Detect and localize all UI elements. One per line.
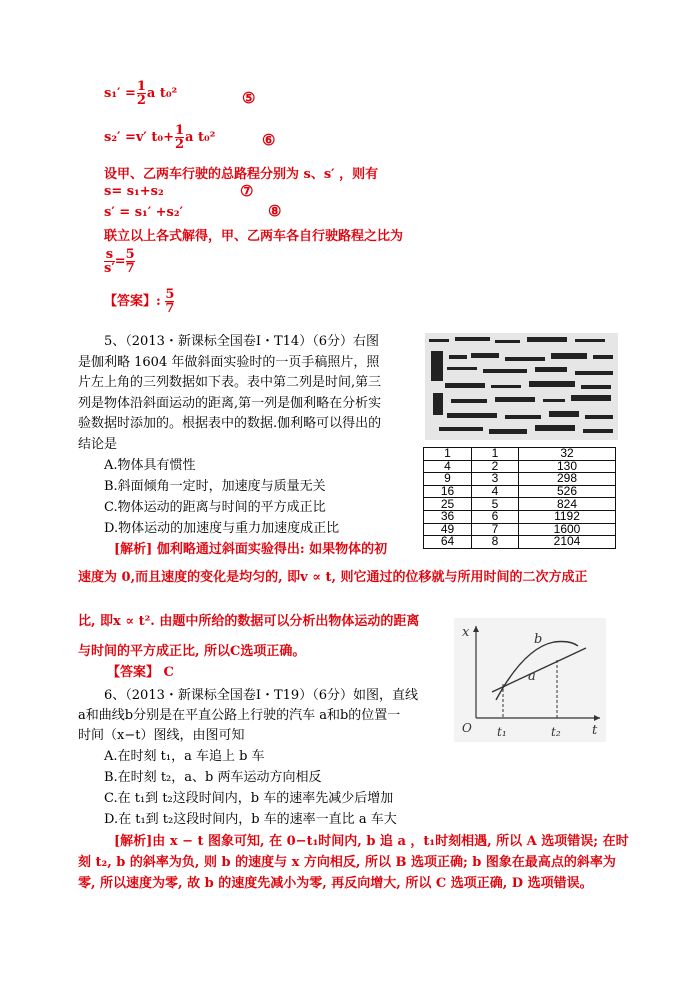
eq6-rhs: a t₀² [185, 130, 216, 145]
q5-line-4: 列是物体沿斜面运动的距离,第一列是伽利略在分析实 [78, 396, 382, 411]
answer-1-num: 5 [165, 287, 175, 302]
q5-option-d: D.物体运动的加速度与重力加速度成正比 [104, 521, 340, 536]
eq6-frac-num: 1 [174, 123, 185, 138]
table-cell: 3 [472, 473, 519, 486]
graph-label-a: a [528, 669, 536, 684]
answer-1 [104, 288, 174, 315]
equation-7: s= s₁+s₂ [104, 184, 164, 199]
table-cell: 6 [472, 510, 519, 523]
equation-7-mark: ⑦ [240, 182, 254, 200]
table-cell: 2 [472, 460, 519, 473]
eq6-lhs: s₂′ =v′ t₀+ [104, 130, 174, 145]
q6-line-1: 6、（2013・新课标全国卷Ⅰ・T19）（6分）如图，直线 [104, 688, 418, 703]
x-axis-arrow [473, 626, 479, 632]
ratio-eq: = [114, 254, 126, 269]
graph-label-b: b [534, 632, 543, 647]
graph-x-label: x [462, 625, 470, 640]
table-cell: 64 [424, 536, 472, 549]
equation-5 [104, 80, 177, 107]
q6-option-b: B.在时刻 t₂，a、b 两车运动方向相反 [104, 770, 322, 785]
q5-answer: 【答案】 C [107, 665, 174, 680]
q5-line-2: 是伽利略 1604 年做斜面实验时的一页手稿照片，照 [78, 355, 380, 370]
table-cell: 32 [519, 448, 616, 461]
graph-t1: t₁ [497, 725, 507, 739]
table-cell: 298 [519, 473, 616, 486]
table-row [424, 460, 616, 473]
table-cell: 526 [519, 485, 616, 498]
galileo-data-table [423, 447, 616, 549]
table-cell: 1 [424, 448, 472, 461]
table-cell: 1192 [519, 510, 616, 523]
q5-analysis-1: [解析] 伽利略通过斜面实验得出: 如果物体的初 [114, 542, 388, 557]
table-row [424, 485, 616, 498]
q6-analysis-3: 零, 所以速度为零, 故 b 的速度先减小为零, 再反向增大, 所以 C 选项正确, D 选项错误。 [78, 876, 593, 891]
equation-8-mark: ⑧ [268, 202, 282, 220]
table-cell: 4 [472, 485, 519, 498]
ratio-equation [104, 248, 135, 275]
table-row [424, 448, 616, 461]
line-combine: 联立以上各式解得，甲、乙两车各自行驶路程之比为 [104, 229, 404, 244]
line-let: 设甲、乙两车行驶的总路程分别为 s、s′ ，则有 [104, 167, 379, 182]
table-cell: 130 [519, 460, 616, 473]
q5-line-6: 结论是 [78, 437, 118, 452]
graph-t2: t₂ [551, 725, 561, 739]
graph-origin: O [462, 721, 472, 735]
table-cell: 1600 [519, 523, 616, 536]
ratio-den-left: s′ [104, 261, 115, 276]
table-cell: 4 [424, 460, 472, 473]
equation-6-mark: ⑥ [262, 131, 276, 149]
equation-6 [104, 124, 215, 151]
table-cell: 8 [472, 536, 519, 549]
ratio-num-right: 5 [125, 247, 135, 262]
eq5-frac-den: 2 [136, 93, 146, 108]
table-cell: 16 [424, 485, 472, 498]
manuscript-photo [425, 333, 618, 440]
q6-option-d: D.在 t₁到 t₂这段时间内，b 车的速率一直比 a 车大 [104, 812, 397, 827]
q5-option-c: C.物体运动的距离与时间的平方成正比 [104, 500, 326, 515]
eq5-lhs: s₁′ = [104, 86, 136, 101]
table-cell: 36 [424, 510, 472, 523]
q5-option-a: A.物体具有惯性 [104, 458, 196, 473]
ratio-num-left: s [105, 247, 114, 262]
eq5-rhs: a t₀² [146, 86, 178, 101]
table-cell: 5 [472, 498, 519, 511]
q6-option-a: A.在时刻 t₁，a 车追上 b 车 [104, 749, 265, 764]
t-axis-arrow [594, 715, 600, 721]
table-cell: 49 [424, 523, 472, 536]
q6-line-3: 时间（x−t）图线，由图可知 [78, 728, 245, 743]
q5-line-3: 片左上角的三列数据如下表。表中第二列是时间,第三 [78, 375, 382, 390]
q5-analysis-3: 比, 即x ∝ t². 由题中所给的数据可以分析出物体运动的距离 [78, 614, 420, 629]
q6-line-2: a和曲线b分别是在平直公路上行驶的汽车 a和b的位置一 [78, 708, 401, 723]
q5-analysis-2: 速度为 0,而且速度的变化是均匀的, 即v ∝ t, 则它通过的位移就与所用时间的二次方成正 [78, 570, 588, 585]
table-cell: 2104 [519, 536, 616, 549]
table-cell: 25 [424, 498, 472, 511]
q5-analysis-4: 与时间的平方成正比, 所以C选项正确。 [78, 644, 306, 659]
table-cell: 1 [472, 448, 519, 461]
answer-1-label: 【答案】: [104, 294, 161, 309]
q5-line-5: 验数据时添加的。根据表中的数据.伽利略可以得出的 [78, 416, 382, 431]
xt-graph-svg [454, 618, 606, 742]
table-cell: 824 [519, 498, 616, 511]
xt-graph [454, 618, 606, 742]
ratio-den-right: 7 [125, 261, 135, 276]
graph-t-label: t [592, 723, 598, 738]
table-cell: 9 [424, 473, 472, 486]
table-row [424, 536, 616, 549]
table-cell: 7 [472, 523, 519, 536]
equation-8: s′ = s₁′ +s₂′ [104, 205, 183, 220]
q6-analysis-2: 刻 t₂, b 的斜率为负, 则 b 的速度与 x 方向相反, 所以 B 选项正确; b 图象在最高点的斜率为 [78, 855, 616, 870]
eq6-frac-den: 2 [174, 137, 185, 152]
line-a [492, 648, 586, 692]
manuscript-texture [425, 333, 618, 440]
answer-1-den: 7 [165, 301, 175, 316]
eq5-frac-num: 1 [136, 79, 146, 94]
equation-5-mark: ⑤ [242, 89, 256, 107]
q5-line-1: 5、（2013・新课标全国卷Ⅰ・T14）（6分）右图 [104, 334, 379, 349]
q6-option-c: C.在 t₁到 t₂这段时间内，b 车的速率先减少后增加 [104, 791, 394, 806]
q5-option-b: B.斜面倾角一定时，加速度与质量无关 [104, 479, 326, 494]
q6-analysis-1: [解析]由 x − t 图象可知, 在 0−t₁时间内, b 追 a ，t₁时刻相遇, 所以 A 选项错误; 在时 [114, 834, 629, 849]
